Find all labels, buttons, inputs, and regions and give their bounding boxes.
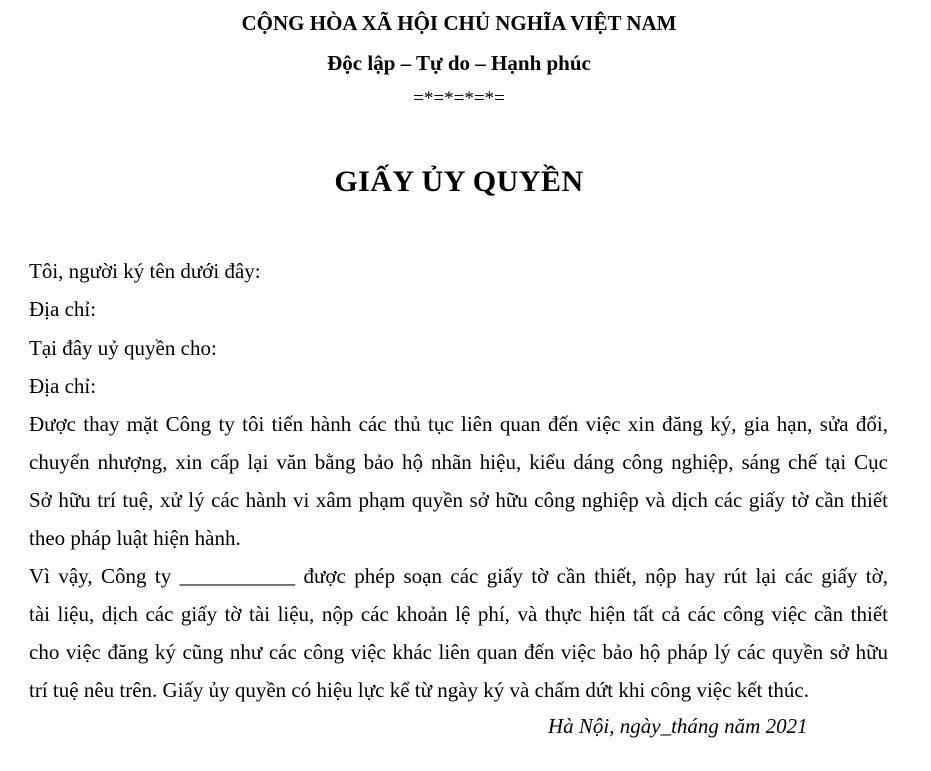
national-title: CỘNG HÒA XÃ HỘI CHỦ NGHĨA VIỆT NAM (241, 11, 677, 35)
place-date-line: Hà Nội, ngày_tháng năm 2021 (548, 714, 808, 738)
principal-field: Tôi, người ký tên dưới đây: (29, 259, 261, 283)
header-separator: =*=*=*=*= (413, 88, 505, 109)
paragraph-line: trí tuệ nêu trên. Giấy ủy quyền có hiệu lực kể từ ngày ký và chấm dứt khi công việc kết thúc. (29, 678, 810, 702)
paragraph-line: tài liệu, dịch các giấy tờ tài liệu, nộp các khoản lệ phí, và thực hiện tất cả các công việc cần thiết (29, 602, 888, 626)
authorize-to-field: Tại đây uỷ quyền cho: (29, 336, 217, 360)
principal-address-field: Địa chỉ: (29, 297, 97, 321)
agent-address-field: Địa chỉ: (29, 374, 97, 398)
paragraph-line: cho việc đăng ký cũng như các công việc khác liên quan đến việc bảo hộ pháp lý các quyền sở hữu (29, 640, 888, 664)
paragraph-line: theo pháp luật hiện hành. (29, 526, 241, 550)
document-title: GIẤY ỦY QUYỀN (334, 165, 584, 198)
paragraph-line: Sở hữu trí tuệ, xử lý các hành vi xâm phạm quyền sở hữu công nghiệp và dịch các giấy tờ cần thiết (29, 488, 888, 512)
paragraph-line: chuyển nhượng, xin cấp lại văn bằng bảo hộ nhãn hiệu, kiểu dáng công nghiệp, sáng chế tại Cục (29, 450, 888, 474)
paragraph-line: Vì vậy, Công ty ___________ được phép soạn các giấy tờ cần thiết, nộp hay rút lại các giấy tờ, (29, 564, 888, 588)
paragraph-line: Được thay mặt Công ty tôi tiến hành các thủ tục liên quan đến việc xin đăng ký, gia hạn, sửa đổi, (29, 412, 888, 436)
national-motto: Độc lập – Tự do – Hạnh phúc (327, 51, 591, 75)
